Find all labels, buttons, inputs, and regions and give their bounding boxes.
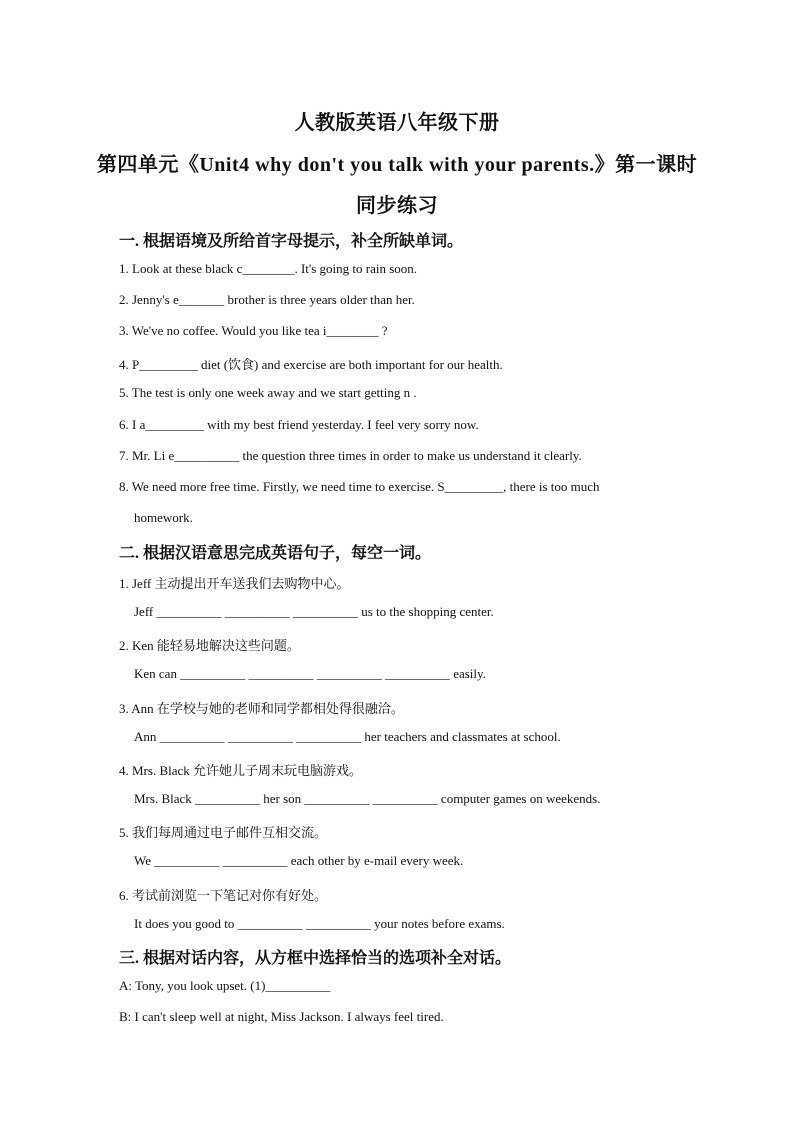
- exercise-answer-line: Jeff __________ __________ __________ us to the shopping center.: [134, 604, 494, 619]
- exercise-answer-line: Mrs. Black __________ her son __________ __________ computer games on weekends.: [134, 791, 601, 806]
- exercise-answer-line: Ken can __________ __________ __________ __________ easily.: [134, 666, 486, 681]
- exercise-item: 4. P_________ diet (饮食) and exercise are both important for our health.: [119, 357, 503, 372]
- exercise-item: 4. Mrs. Black 允许她儿子周末玩电脑游戏。: [119, 763, 363, 778]
- exercise-item: 3. We've no coffee. Would you like tea i________ ?: [119, 323, 388, 338]
- dialogue-line: A: Tony, you look upset. (1)__________: [119, 978, 331, 993]
- exercise-item: 8. We need more free time. Firstly, we need time to exercise. S_________, there is too much: [119, 479, 600, 494]
- exercise-item: 1. Jeff 主动提出开车送我们去购物中心。: [119, 576, 350, 591]
- exercise-answer-line: Ann __________ __________ __________ her teachers and classmates at school.: [134, 729, 561, 744]
- title-line-3: 同步练习: [356, 195, 438, 217]
- exercise-answer-line: We __________ __________ each other by e-mail every week.: [134, 853, 464, 868]
- exercise-item: 5. The test is only one week away and we start getting n .: [119, 385, 417, 400]
- title-line-1: 人教版英语八年级下册: [294, 112, 500, 134]
- exercise-item: 7. Mr. Li e__________ the question three times in order to make us understand it clearly.: [119, 448, 582, 463]
- section-1-heading: 一. 根据语境及所给首字母提示，补全所缺单词。: [119, 233, 464, 250]
- exercise-item: 2. Ken 能轻易地解决这些问题。: [119, 638, 300, 653]
- exercise-item: 6. I a_________ with my best friend yesterday. I feel very sorry now.: [119, 417, 479, 432]
- exercise-answer-line: It does you good to __________ __________ your notes before exams.: [134, 916, 505, 931]
- section-2-heading: 二. 根据汉语意思完成英语句子，每空一词。: [119, 545, 432, 562]
- section-3-heading: 三. 根据对话内容，从方框中选择恰当的选项补全对话。: [119, 950, 512, 967]
- title-line-2: 第四单元《Unit4 why don't you talk with your parents.》第一课时: [96, 154, 698, 176]
- exercise-item: 6. 考试前浏览一下笔记对你有好处。: [119, 888, 328, 903]
- exercise-item: 1. Look at these black c________. It's going to rain soon.: [119, 261, 418, 276]
- dialogue-line: B: I can't sleep well at night, Miss Jackson. I always feel tired.: [119, 1009, 444, 1024]
- exercise-item: 5. 我们每周通过电子邮件互相交流。: [119, 825, 328, 840]
- exercise-item-continuation: homework.: [134, 510, 193, 525]
- exercise-item: 2. Jenny's e_______ brother is three years older than her.: [119, 292, 415, 307]
- exercise-item: 3. Ann 在学校与她的老师和同学都相处得很融洽。: [119, 701, 404, 716]
